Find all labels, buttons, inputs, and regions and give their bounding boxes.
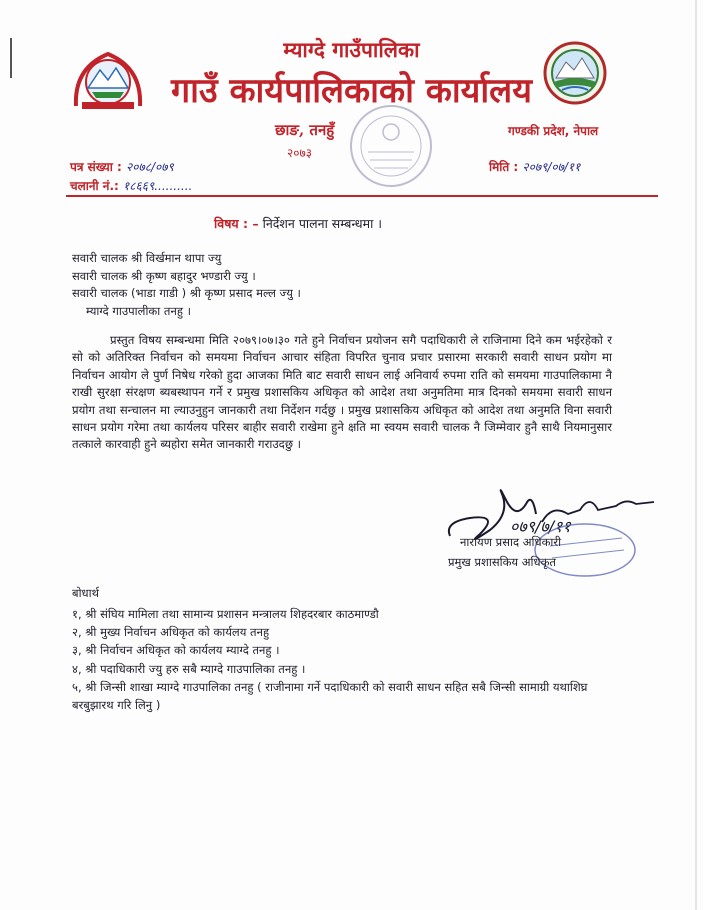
province-name: गण्डकी प्रदेश, नेपाल	[508, 124, 599, 138]
cc-item: २, श्री मुख्य निर्वाचन अधिकृत को कार्यलय तनहु	[72, 625, 270, 640]
office-place: छाङ, तनहुँ	[275, 121, 335, 139]
cc-item: ५, श्री जिन्सी शाखा म्याग्दे गाउपालिका तनहु ( राजीनामा गर्ने पदाधिकारी को सवारी साधन सहित सबै जिन्सी सामाग्री यथाशिघ्र बरबुझारथ गरि लिनु )	[72, 679, 588, 713]
ref-value: २०७८/०७९	[125, 160, 174, 174]
cc-item: ४, श्री पदाधिकारी ज्यु हरु सबै म्याग्दे गाउपालिका तनहु ।	[72, 661, 306, 676]
signature-date: ०७९/७/११	[510, 517, 571, 536]
cc-list	[72, 605, 617, 714]
cc-heading: बोधार्थ	[72, 586, 99, 600]
subject-label: विषय : –	[214, 216, 259, 231]
dispatch-value: १८६६९..........	[123, 179, 193, 193]
date-label: मिति :	[489, 160, 519, 174]
ref-label: पत्र संख्या :	[70, 160, 122, 174]
recipients-block	[72, 250, 301, 320]
recipient-line: सवारी चालक (भाडा गाडी ) श्री कृष्ण प्रसाद मल्ल ज्यु ।	[72, 286, 301, 300]
recipient-line: म्याग्दे गाउपालीका तनहु ।	[86, 303, 191, 318]
letter-body: प्रस्तुत विषय सम्बन्धमा मिति २०७९।०७।३० गते हुने निर्वाचन प्रयोजन सगै पदाधिकारी ले राजिनामा दिने कम भईरहेको र सो को अतिरिक्त निर्वाचन को समयमा निर्वाचन आचार संहिता विपरित चुनाव प्रचार प्रसारमा सरकारी सवारी साधन प्रयोग मा निर्वाचन आयोग ले पुर्ण निषेध गरेको हुदा आजका मिति बाट सवारी साधन लाई अनिवार्य रुपमा राति को समयमा गाउपालिकामा नै राखी सुरक्षा संरक्षण ब्यबस्थापन गर्ने र प्रमुख प्रशासकिय अधिकृत को आदेश तथा अनुमतिमा मात्र दिनको समयमा सवारी साधन प्रयोग तथा सन्चालन मा ल्याउनुहुन जानकारी तथा निर्देशन गर्दछु । प्रमुख प्रशासकिय अधिकृत को आदेश तथा अनुमति विना सवारी साधन प्रयोग गरेमा तथा कार्यलय परिसर बाहीर सवारी राखेमा हुने क्षति मा स्वयम सवारी चालक नै जिम्मेवार हुनै साथै नियमानुसार तत्काले कारवाही हुने ब्यहोरा समेत जानकारी गराउदछु ।	[72, 333, 612, 452]
dispatch-label: चलानी नं.:	[70, 179, 119, 193]
recipient-line: सवारी चालक श्री विर्खमान थापा ज्यु	[72, 251, 222, 265]
header-divider	[66, 195, 658, 197]
officer-stamp-icon	[530, 520, 640, 584]
subject-line	[214, 215, 382, 232]
signatory-title: प्रमुख प्रशासकिय अधिकृत	[448, 555, 556, 569]
office-stamp-icon	[346, 102, 436, 194]
cc-item: १, श्री संघिय मामिला तथा सामान्य प्रशासन मन्त्रालय शिहदरबार काठमाण्डौ	[72, 607, 379, 621]
recipient-line: सवारी चालक श्री कृष्ण बहादुर भण्डारी ज्यु ।	[72, 268, 256, 283]
cc-item: ३, श्री निर्वाचन अधिकृत को कार्यलय म्याग्दे तनहु ।	[72, 643, 280, 658]
signatory-name: नारायण प्रसाद अधिकारी	[460, 535, 562, 549]
date-block	[489, 158, 580, 175]
office-name: गाउँ कार्यपालिकाको कार्यालय	[171, 71, 532, 111]
established-year: २०७३	[287, 146, 312, 160]
date-value: २०७९/०७/११	[522, 160, 581, 174]
reference-block	[70, 158, 192, 196]
subject-text: निर्देशन पालना सम्बन्धमा ।	[262, 216, 383, 231]
municipality-name: म्याग्दे गाउँपालिका	[283, 37, 420, 62]
scan-edge-right	[695, 0, 697, 910]
